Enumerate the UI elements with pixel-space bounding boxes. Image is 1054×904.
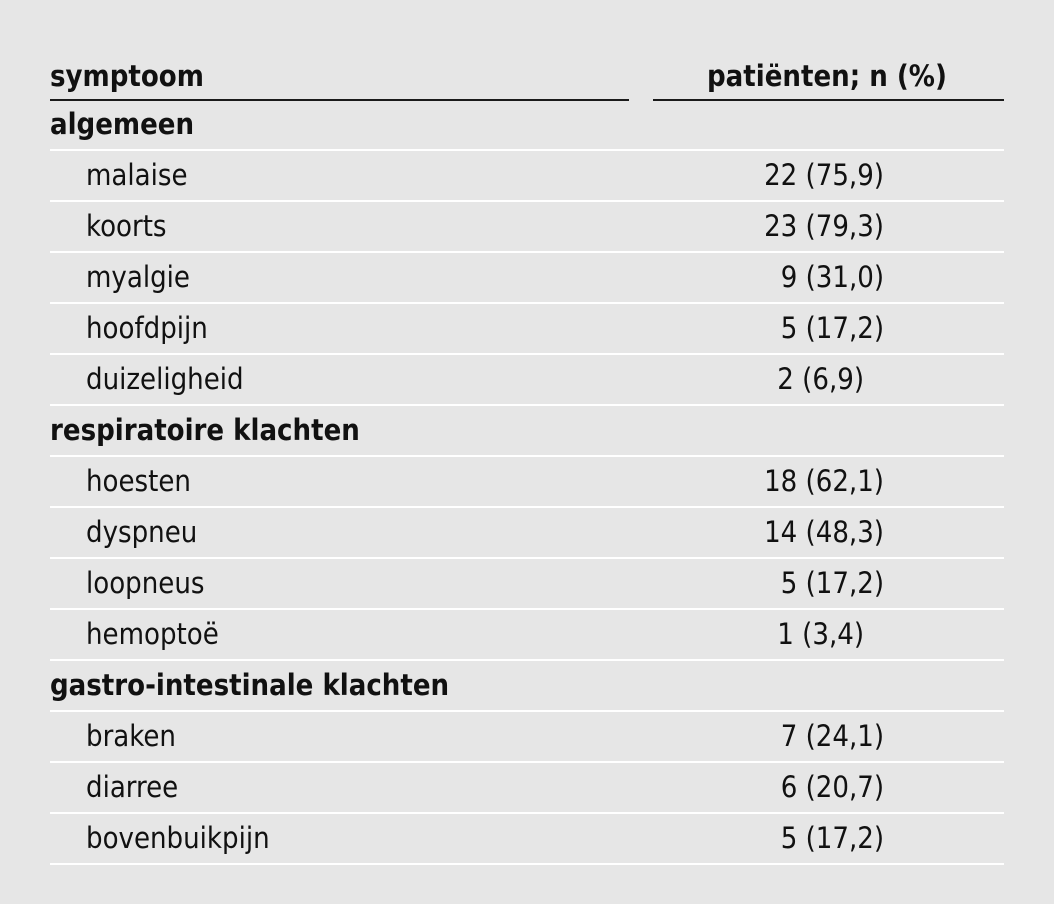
symptom-label: braken xyxy=(86,719,176,753)
symptom-label: myalgie xyxy=(86,260,190,294)
patient-count: 9 (31,0) xyxy=(780,260,884,294)
table-row xyxy=(50,457,1004,508)
group-title: algemeen xyxy=(50,107,195,141)
patient-count: 1 (3,4) xyxy=(777,617,864,651)
patient-count: 2 (6,9) xyxy=(777,362,864,396)
table-row xyxy=(50,814,1004,865)
symptom-label: diarree xyxy=(86,770,179,804)
table-row xyxy=(50,610,1004,661)
table-row xyxy=(50,151,1004,202)
header-symptom: symptoom xyxy=(50,60,629,101)
header-patients: patiënten; n (%) xyxy=(707,59,947,93)
table-row xyxy=(50,355,1004,406)
symptom-table xyxy=(50,50,1004,865)
group-row-gastro-intestinale-klachten xyxy=(50,661,1004,712)
group-title: gastro-intestinale klachten xyxy=(50,668,450,702)
symptom-label: duizeligheid xyxy=(86,362,244,396)
symptom-label: dyspneu xyxy=(86,515,198,549)
symptom-label: hemoptoë xyxy=(86,617,219,651)
table-row xyxy=(50,202,1004,253)
patient-count: 5 (17,2) xyxy=(780,566,884,600)
table-row xyxy=(50,253,1004,304)
symptom-label: hoofdpijn xyxy=(86,311,208,345)
group-row-algemeen xyxy=(50,100,1004,151)
patient-count: 14 (48,3) xyxy=(764,515,884,549)
symptom-label: malaise xyxy=(86,158,188,192)
group-row-respiratoire-klachten xyxy=(50,406,1004,457)
table-header xyxy=(50,50,1004,100)
patient-count: 7 (24,1) xyxy=(780,719,884,753)
header-patients-wrapper xyxy=(653,60,1004,101)
table-row xyxy=(50,712,1004,763)
patient-count: 5 (17,2) xyxy=(780,311,884,345)
symptom-label: loopneus xyxy=(86,566,205,600)
symptom-label: hoesten xyxy=(86,464,191,498)
patient-count: 6 (20,7) xyxy=(780,770,884,804)
patient-count: 23 (79,3) xyxy=(764,209,884,243)
table-row xyxy=(50,304,1004,355)
table-row xyxy=(50,508,1004,559)
symptom-label: bovenbuikpijn xyxy=(86,821,270,855)
symptom-label: koorts xyxy=(86,209,167,243)
patient-count: 5 (17,2) xyxy=(780,821,884,855)
group-title: respiratoire klachten xyxy=(50,413,360,447)
patient-count: 18 (62,1) xyxy=(764,464,884,498)
table-row xyxy=(50,763,1004,814)
patient-count: 22 (75,9) xyxy=(764,158,884,192)
table-row xyxy=(50,559,1004,610)
